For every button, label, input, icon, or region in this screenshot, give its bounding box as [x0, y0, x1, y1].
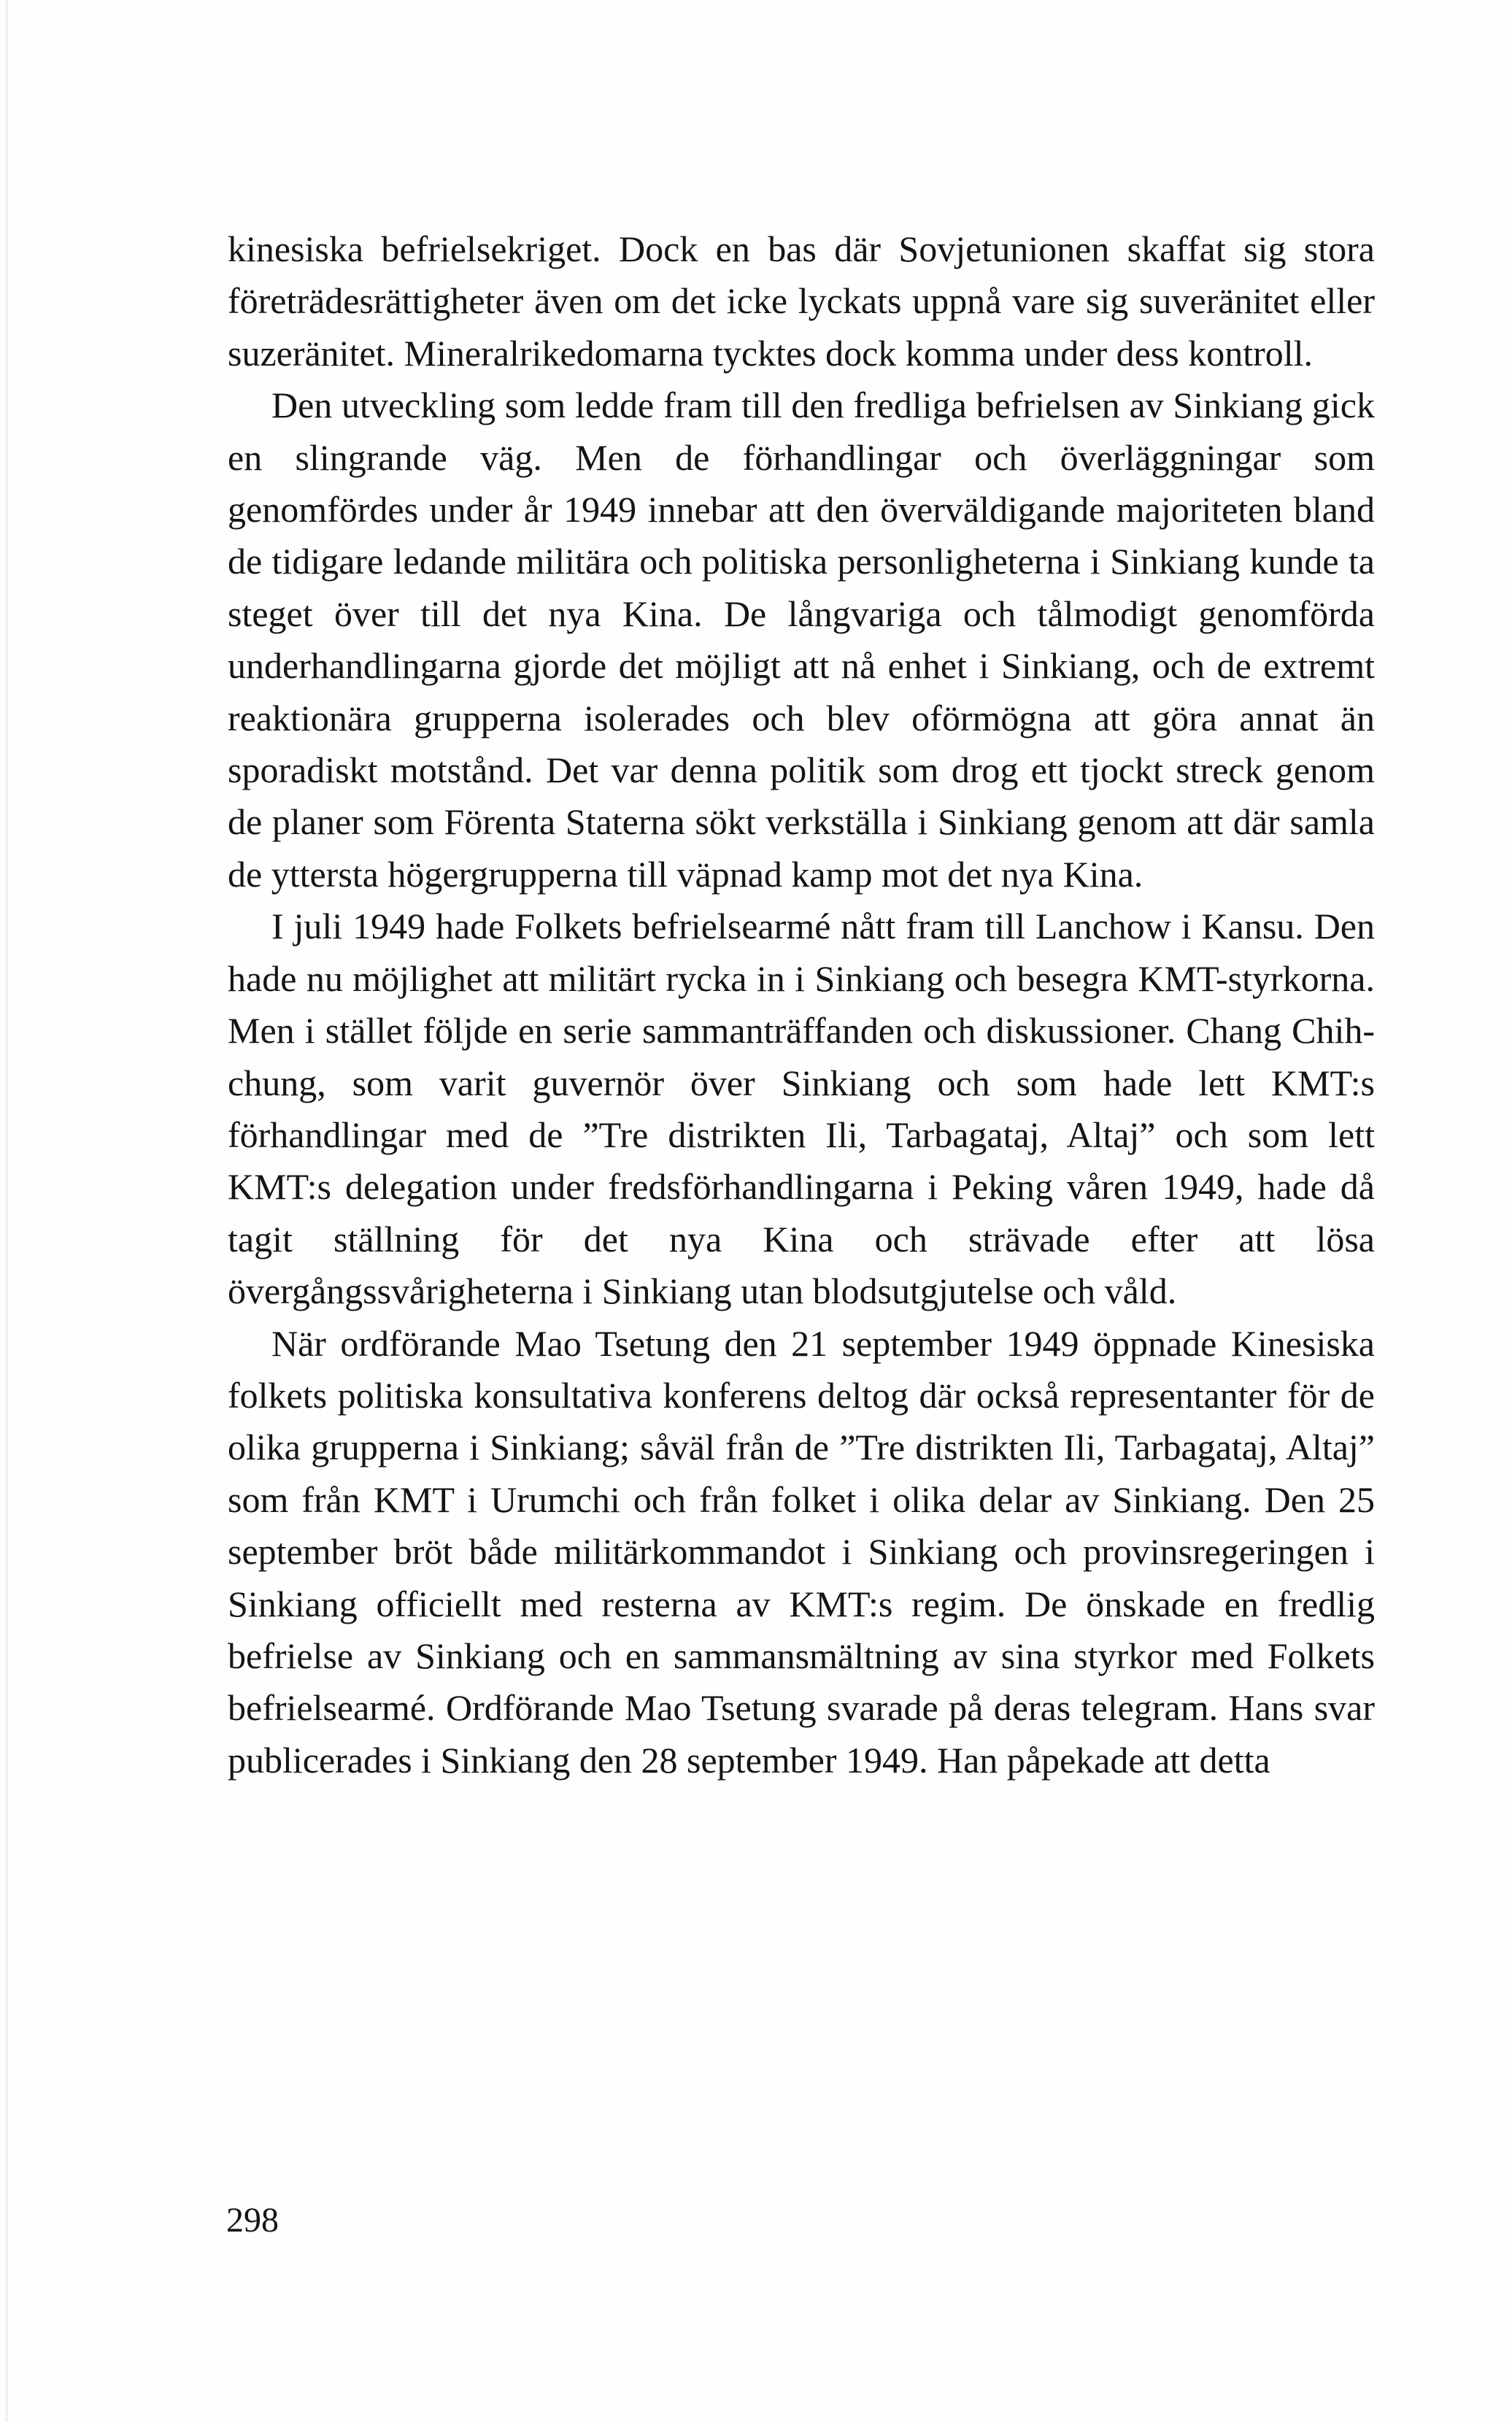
scan-edge: [6, 0, 8, 2422]
paragraph-4: När ordförande Mao Tsetung den 21 september 1949 öppnade Kinesiska folkets politiska konsultativa konferens deltog där också representanter för de olika grupperna i Sinkiang; såväl från de ”Tre distrikten Ili, Tarbagataj, Altaj” som från KMT i Urumchi och från folket i olika delar av Sinkiang. Den 25 september bröt både militärkommandot i Sinkiang och provinsregeringen i Sinkiang officiellt med resterna av KMT:s regim. De önskade en fredlig befrielse av Sinkiang och en sammansmältning av sina styrkor med Folkets befrielsearmé. Ordförande Mao Tsetung svarade på deras telegram. Hans svar publicerades i Sinkiang den 28 september 1949. Han påpekade att detta: [228, 1322, 1375, 1781]
paragraph-2: Den utveckling som ledde fram till den fredliga befrielsen av Sinkiang gick en slingrande väg. Men de förhandlingar och överläggningar som genomfördes under år 1949 innebar att den överväldigande majoriteten bland de tidigare ledande militära och politiska personligheterna i Sinkiang kunde ta steget över till det nya Kina. De långvariga och tålmodigt genomförda underhandlingarna gjorde det möjligt att nå enhet i Sinkiang, och de extremt reaktionära grupperna isolerades och blev oförmögna att göra annat än sporadiskt motstånd. Det var denna politik som drog ett tjockt streck genom de planer som Förenta Staterna sökt verkställa i Sinkiang genom att där samla de yttersta högergrupperna till väpnad kamp mot det nya Kina.: [228, 385, 1375, 895]
body-text: [228, 223, 1375, 1786]
paragraph-1: kinesiska befrielsekriget. Dock en bas där Sovjetunionen skaffat sig stora företrädesrättigheter även om det icke lyckats uppnå vare sig suveränitet eller suzeränitet. Mineralrikedomarna tycktes dock komma under dess kontroll.: [228, 228, 1375, 374]
paragraph-3: I juli 1949 hade Folkets befrielsearmé nått fram till Lanchow i Kansu. Den hade nu möjlighet att militärt rycka in i Sinkiang och besegra KMT-styrkorna. Men i stället följde en serie sammanträffanden och diskussioner. Chang Chih-chung, som varit guvernör över Sinkiang och som hade lett KMT:s förhandlingar med de ”Tre distrikten Ili, Tarbagataj, Altaj” och som lett KMT:s delegation under fredsförhandlingarna i Peking våren 1949, hade då tagit ställning för det nya Kina och strävade efter att lösa övergångssvårigheterna i Sinkiang utan blodsutgjutelse och våld.: [228, 906, 1375, 1312]
page-number: 298: [226, 2201, 279, 2240]
